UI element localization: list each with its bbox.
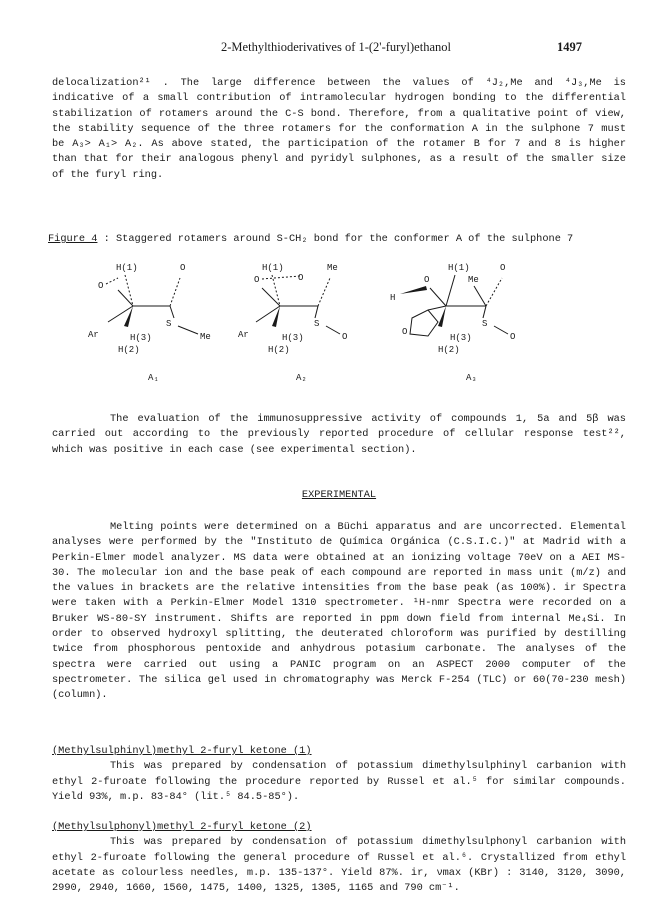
atom-ar: Ar [88,330,99,340]
compound-heading: (Methylsulphinyl)methyl 2-furyl ketone (1) [52,745,312,757]
compound-text: This was prepared by condensation of potassium dimethylsulphinyl carbanion with ethyl 2-furoate following the procedure reported by Russel et al.⁵ for similar compounds. Yield 93%, m.p. 83-84° (lit.⁵ 84.5-85°). [52,760,626,803]
paragraph-methods [52,520,626,704]
atom-h1: H(1) [262,263,284,273]
rotamer-a1 [88,263,211,383]
atom-ar: Ar [238,330,249,340]
compound-2-section [52,820,626,896]
atom-h3: H(3) [130,333,152,343]
atom-h1: H(1) [448,263,470,273]
atom-h2: H(2) [268,345,290,355]
atom-h: H [390,293,396,303]
atom-o: O [98,281,104,291]
rotamer-label-a3: A₃ [466,373,477,383]
atom-o: O [180,263,186,273]
atom-s: S [482,319,488,329]
atom-h3: H(3) [282,333,304,343]
atom-o: O [342,332,348,342]
atom-s: S [166,319,172,329]
compound-text: This was prepared by condensation of potassium dimethylsulphonyl carbanion with ethyl 2-furoate following the general procedure of Russel et al.⁶. Crystallized from ethyl acetate as colourless needles, m.p. 135-137°. Yield 87%. ir, νmax (KBr) : 3140, 3120, 3090, 2990, 2940, 1660, 1560, 1475, 1400, 1325, 1305, 1165 and 790 cm⁻¹. [52,836,626,895]
atom-h2: H(2) [118,345,140,355]
paragraph-text: delocalization²¹ . The large difference between the values of ⁴J₂,Me and ⁴J₃,Me is indicative of a small contribution of intramolecular hydrogen bonding to the differential stabilization of rotamers around the C-S bond. Therefore, from a qualitative point of view, the stability sequence of the three rotamers for the conformation A in the sulphone 7 must be A₃> A₁> A₂. As above stated, the participation of the rotamer B for 7 and 8 is higher than that for their analogous phenyl and pyridyl sulphones, as a result of the smaller size of the furyl ring. [52,77,626,181]
rotamer-label-a1: A₁ [148,373,159,383]
atom-o: O [510,332,516,342]
rotamer-a3 [390,263,515,383]
page-header [0,40,672,56]
rotamer-label-a2: A₂ [296,373,307,383]
section-heading: EXPERIMENTAL [301,489,377,501]
atom-h2: H(2) [438,345,460,355]
atom-s: S [314,319,320,329]
paragraph-text: The evaluation of the immunosuppressive activity of compounds 1, 5a and 5β was carried out according to the previously reported procedure of cellular response test²², which was positive in each case (see experimental section). [52,413,626,456]
atom-o: O [424,275,430,285]
figure-caption [48,233,628,245]
paragraph-immunosuppressive [52,412,626,458]
atom-o: O [402,327,408,337]
running-title: 2-Methylthioderivatives of 1-(2'-furyl)ethanol [221,40,451,54]
compound-1-section [52,744,626,805]
figure-4-rotamers [0,258,672,398]
atom-o: O [254,275,260,285]
compound-heading: (Methylsulphonyl)methyl 2-furyl ketone (2) [52,821,312,833]
paragraph-text: Melting points were determined on a Büchi apparatus and are uncorrected. Elemental analyses were performed by the "Instituto de Química Orgánica (C.S.I.C.)" at Madrid with a Perkin-Elmer model analyzer. MS data were obtained at an ionizing voltage 70eV on a AEI MS-30. The molecular ion and the base peak of each compound are reported in mass unit (m/z) and the values in brackets are the relative intensities from the base peak (as 100%). ir Spectra were taken with a Perkin-Elmer Model 1310 spectrometer. ¹H-nmr Spectra were recorded on a Bruker WS-80-SY instrument. Shifts are reported in ppm down field from internal Me₄Si. In order to observed hydroxyl splitting, the deuterated chloroform was purified by destilling twice from phosphorous pentoxide and anhydrous potasium carbonate. The analyses of the spectra were carried out using a PANIC program on an ASPECT 2000 computer of the spectrometer. The silica gel used in chromatography was Merck F-254 (TLC) or 60(70-230 mesh) (column). [52,521,626,702]
figure-label: Figure 4 [48,233,98,245]
atom-o: O [298,273,304,283]
furan-ring [410,310,438,336]
atom-h1: H(1) [116,263,138,273]
atom-h3: H(3) [450,333,472,343]
atom-me: Me [468,275,479,285]
atom-me: Me [200,332,211,342]
figure-caption-text: : Staggered rotamers around S-CH₂ bond for the conformer A of the sulphone 7 [97,233,574,245]
atom-me: Me [327,263,338,273]
paragraph-rotamer-discussion [52,76,626,183]
page-number: 1497 [557,40,582,54]
atom-o: O [500,263,506,273]
rotamer-a2 [238,263,347,383]
experimental-heading-wrap [52,488,626,503]
